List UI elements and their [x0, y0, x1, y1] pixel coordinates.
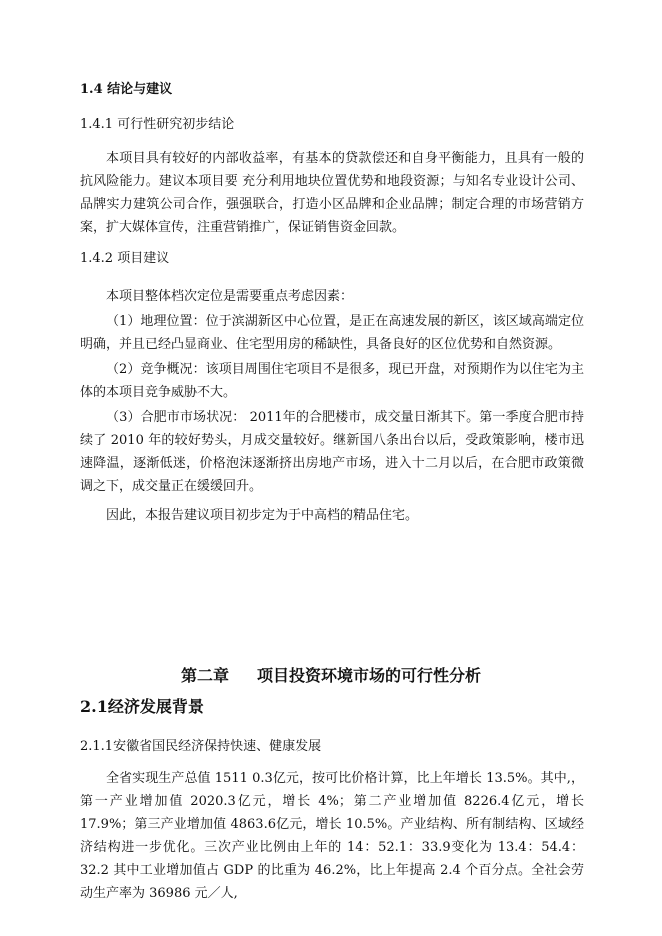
- recommendation-item-location: （1）地理位置：位于滨湖新区中心位置，是正在高速发展的新区，该区域高端定位明确，并且已经凸显商业、住宅型用房的稀缺性，具备良好的区位优势和自然资源。: [80, 314, 584, 352]
- chapter-2-title: [0, 663, 662, 686]
- conclusion-paragraph: 本项目具有较好的内部收益率，有基本的贷款偿还和自身平衡能力，且具有一般的抗风险能力。建议本项目要 充分利用地块位置优势和地段资源；与知名专业设计公司、品牌实力建筑公司合作，强强联合，打造小区品牌和企业品牌；制定合理的市场营销方案，扩大媒体宣传，注重营销推广，保证销售资金回款。: [80, 151, 584, 235]
- recommendation-item-competition: （2）竞争概况：该项目周围住宅项目不是很多，现已开盘，对预期作为以住宅为主体的本项目竞争威胁不大。: [80, 362, 584, 400]
- economy-paragraph: 全省实现生产总值 1511 0.3亿元，按可比价格计算，比上年增长 13.5%。其中,，第一产业增加值 2020.3亿元，增长 4%；第二产业增加值 8226.4亿元，增长 17.9%；第三产业增加值 4863.6亿元，增长 10.5%。产业结构、所有制结构、区域经济结构进一步优化。三次产业比例由上年的 14：52.1：33.9变化为 13.4：54.4：32.2 其中工业增加值占 GDP 的比重为 46.2%，比上年提高 2.4 个百分点。全社会劳动生产率为 36986 元／人,: [80, 771, 584, 901]
- recommendation-item-market: （3）合肥市市场状况： 2011年的合肥楼市，成交量日渐其下。第一季度合肥市持续了 2010 年的较好势头，月成交量较好。继新国八条出台以后，受政策影响，楼市迅速降温，逐渐低迷，价格泡沫逐渐挤出房地产市场，进入十二月以后，在合肥市政策微调之下，成交量正在缓缓回升。: [80, 410, 584, 494]
- recommendation-conclusion: 因此，本报告建议项目初步定为于中高档的精品住宅。: [106, 508, 419, 523]
- section-1-4-heading: 1.4 结论与建议: [80, 82, 173, 97]
- chapter-label: 第二章: [180, 666, 229, 685]
- recommendation-intro: 本项目整体档次定位是需要重点考虑因素：: [106, 289, 354, 304]
- section-1-4-2-heading: 1.4.2 项目建议: [80, 251, 170, 266]
- section-2-1-heading: 2.1经济发展背景: [80, 697, 204, 716]
- section-2-1-1-heading: 2.1.1安徽省国民经济保持快速、健康发展: [80, 739, 322, 754]
- section-1-4-1-heading: 1.4.1 可行性研究初步结论: [80, 117, 235, 132]
- chapter-name: 项目投资环境市场的可行性分析: [257, 666, 482, 685]
